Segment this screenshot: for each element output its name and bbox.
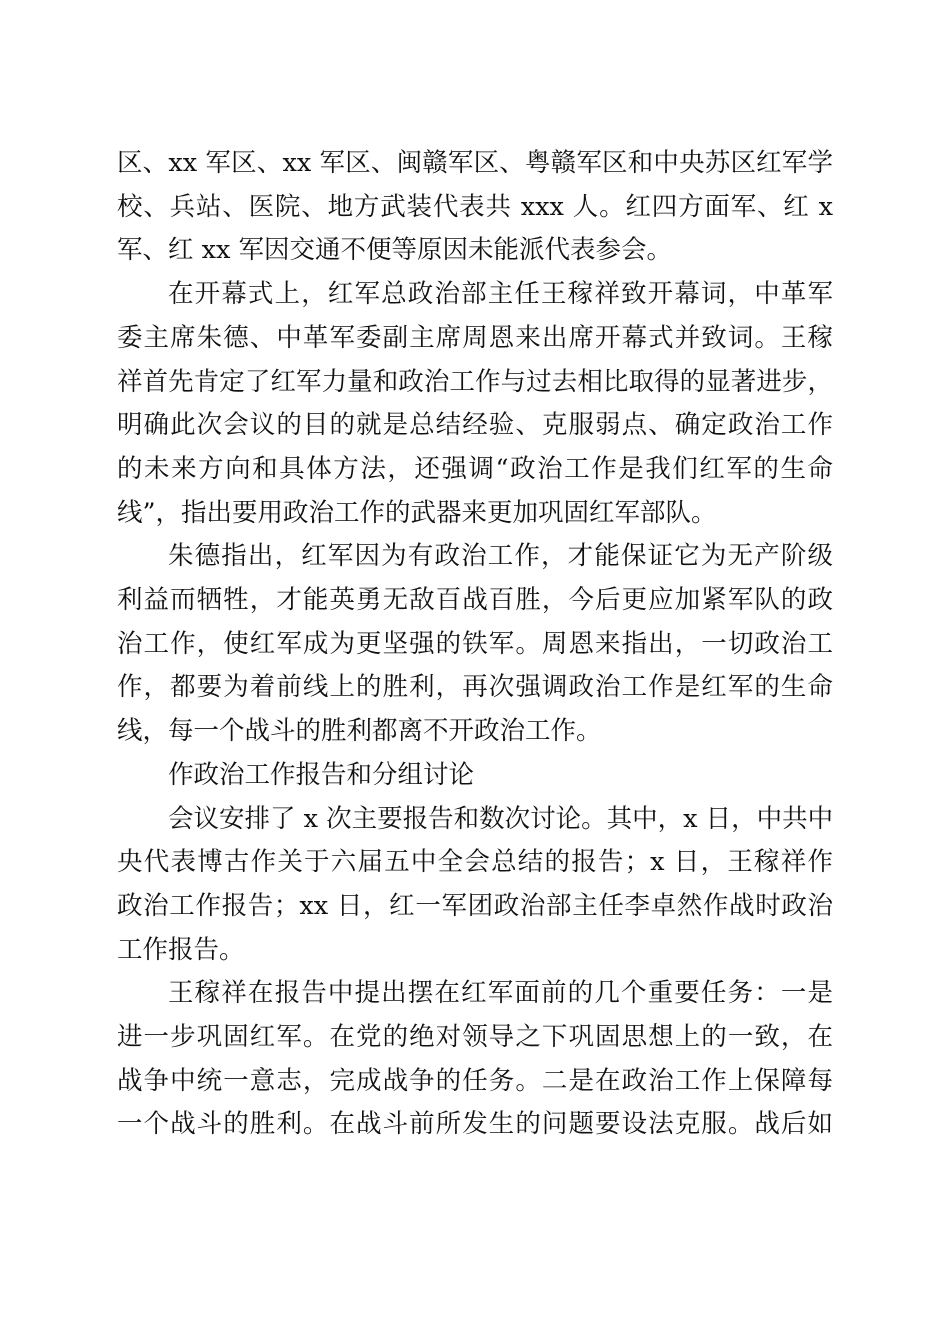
document-body — [117, 142, 833, 1147]
text-line: 委主席朱德、中革军委副主席周恩来出席开幕式并致词。王稼 — [117, 322, 833, 353]
text-line: 政治工作报告；xx 日，红一军团政治部主任李卓然作战时政治 — [117, 890, 833, 921]
text-line: 治工作，使红军成为更坚强的铁军。周恩来指出，一切政治工 — [117, 628, 833, 659]
text-line: 祥首先肯定了红军力量和政治工作与过去相比取得的显著进步， — [117, 366, 833, 397]
heading-line: 作政治工作报告和分组讨论 — [168, 759, 475, 790]
paragraph-3 — [117, 535, 833, 754]
text-line: 的未来方向和具体方法，还强调“政治工作是我们红军的生命 — [117, 453, 833, 484]
text-line: 战争中统一意志，完成战争的任务。二是在政治工作上保障每 — [117, 1065, 833, 1096]
text-line: 军、红 xx 军因交通不便等原因未能派代表参会。 — [117, 235, 672, 266]
text-line: 工作报告。 — [117, 934, 245, 965]
text-line: 朱德指出，红军因为有政治工作，才能保证它为无产阶级 — [168, 541, 833, 572]
text-line: 进一步巩固红军。在党的绝对领导之下巩固思想上的一致，在 — [117, 1022, 833, 1053]
text-line: 明确此次会议的目的就是总结经验、克服弱点、确定政治工作 — [117, 410, 833, 441]
text-line: 线，每一个战斗的胜利都离不开政治工作。 — [117, 716, 602, 747]
text-line: 校、兵站、医院、地方武装代表共 xxx 人。红四方面军、红 x — [117, 191, 833, 222]
text-line: 会议安排了 x 次主要报告和数次讨论。其中，x 日，中共中 — [168, 803, 833, 834]
text-line: 作，都要为着前线上的胜利，再次强调政治工作是红军的生命 — [117, 672, 833, 703]
text-line: 区、xx 军区、xx 军区、闽赣军区、粤赣军区和中央苏区红军学 — [117, 148, 833, 178]
text-line: 一个战斗的胜利。在战斗前所发生的问题要设法克服。战后如 — [117, 1109, 833, 1140]
paragraph-5 — [117, 798, 833, 973]
section-heading — [117, 754, 833, 798]
text-line: 利益而牺牲，才能英勇无敌百战百胜，今后更应加紧军队的政 — [117, 585, 833, 616]
text-line: 王稼祥在报告中提出摆在红军面前的几个重要任务：一是 — [168, 978, 833, 1009]
text-line: 在开幕式上，红军总政治部主任王稼祥致开幕词，中革军 — [168, 279, 833, 310]
paragraph-2 — [117, 273, 833, 535]
paragraph-1 — [117, 142, 833, 273]
paragraph-6 — [117, 972, 833, 1147]
text-line: 线”，指出要用政治工作的武器来更加巩固红军部队。 — [117, 497, 717, 528]
text-line: 央代表博古作关于六届五中全会总结的报告；x 日，王稼祥作 — [117, 847, 833, 878]
